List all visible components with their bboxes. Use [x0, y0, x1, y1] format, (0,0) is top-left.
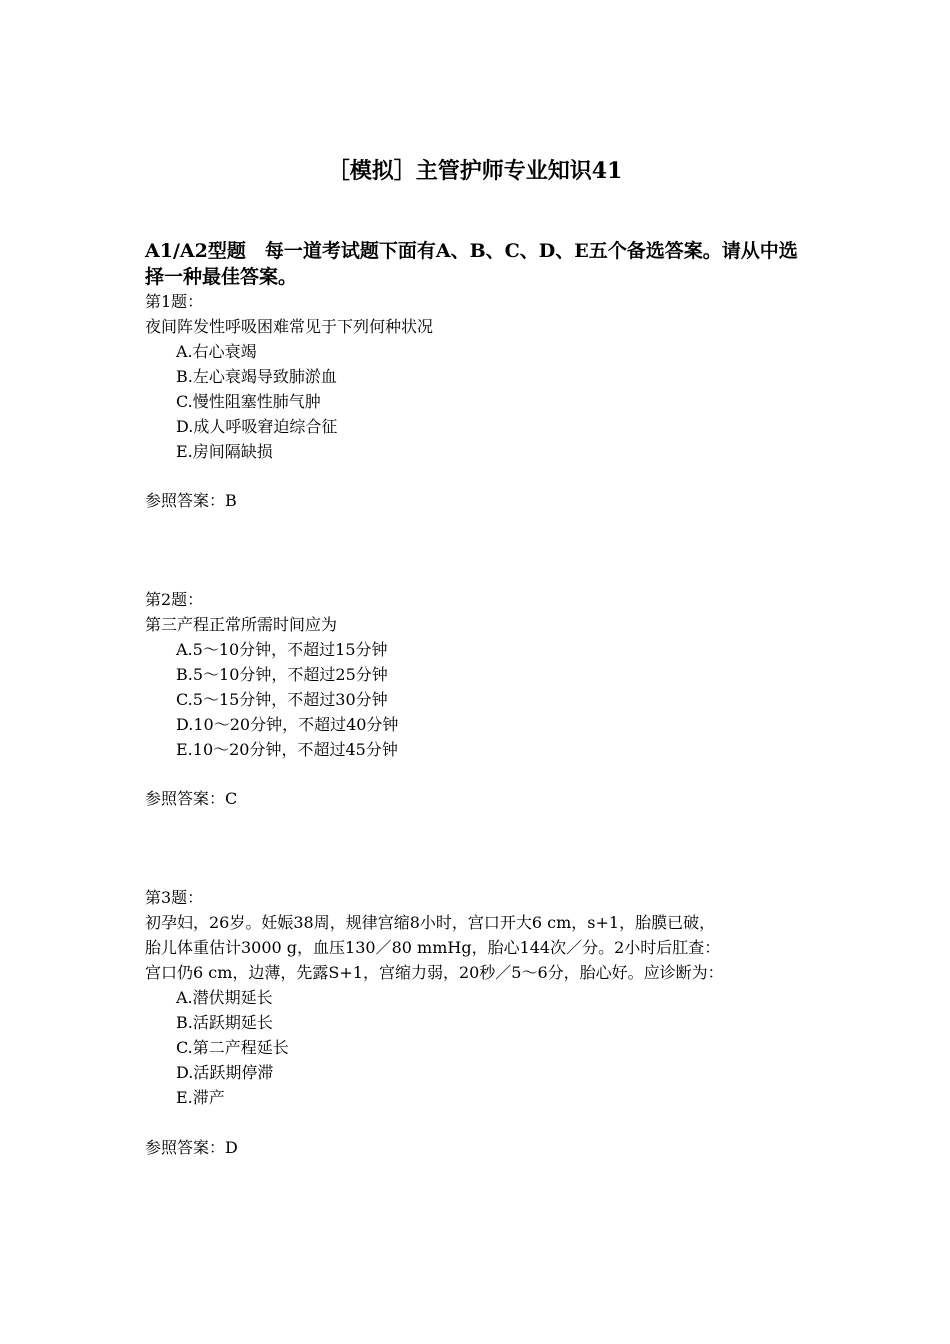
question-2-answer	[145, 787, 237, 811]
question-3-number: 第3题：	[145, 888, 204, 907]
answer-value: B	[225, 491, 237, 510]
question-1-option-b: B.左心衰竭导致肺淤血	[176, 367, 337, 386]
question-3-stem-line-2: 胎儿体重估计3000 g，血压130／80 mmHg，胎心144次／分。2小时后肛查：	[145, 938, 721, 957]
question-1-option-c: C.慢性阻塞性肺气肿	[176, 392, 321, 411]
document-title: ［模拟］主管护师专业知识41	[327, 158, 623, 184]
answer-value: C	[225, 789, 238, 808]
question-2-option-e: E.10～20分钟，不超过45分钟	[176, 740, 398, 759]
question-2-stem: 第三产程正常所需时间应为	[145, 615, 338, 634]
answer-label: 参照答案：	[145, 491, 226, 510]
question-3-option-b: B.活跃期延长	[176, 1013, 273, 1032]
answer-label: 参照答案：	[145, 789, 226, 808]
question-3-stem-line-3: 宫口仍6 cm，边薄，先露S+1，宫缩力弱，20秒／5～6分，胎心好。应诊断为：	[145, 963, 724, 982]
question-3-option-e: E.滞产	[176, 1088, 225, 1107]
question-3-option-d: D.活跃期停滞	[176, 1063, 274, 1082]
question-1-option-e: E.房间隔缺损	[176, 442, 273, 461]
question-3-stem-line-1: 初孕妇，26岁。妊娠38周，规律宫缩8小时，宫口开大6 cm，s+1，胎膜已破，	[145, 913, 716, 932]
question-1-stem: 夜间阵发性呼吸困难常见于下列何种状况	[145, 317, 434, 336]
question-1-option-d: D.成人呼吸窘迫综合征	[176, 417, 338, 436]
question-2-option-a: A.5～10分钟，不超过15分钟	[176, 640, 388, 659]
question-2-option-c: C.5～15分钟，不超过30分钟	[176, 690, 388, 709]
question-1-option-a: A.右心衰竭	[176, 342, 257, 361]
section-heading: A1/A2型题 每一道考试题下面有A、B、C、D、E五个备选答案。请从中选择一种最佳答案。	[145, 240, 798, 288]
question-2-number: 第2题：	[145, 590, 204, 609]
question-2-option-d: D.10～20分钟，不超过40分钟	[176, 715, 399, 734]
answer-value: D	[225, 1138, 238, 1157]
question-1-answer	[145, 489, 237, 513]
question-3-option-c: C.第二产程延长	[176, 1038, 289, 1057]
question-3-option-a: A.潜伏期延长	[176, 988, 273, 1007]
question-3-answer	[145, 1136, 238, 1160]
answer-label: 参照答案：	[145, 1138, 226, 1157]
question-2-option-b: B.5～10分钟，不超过25分钟	[176, 665, 388, 684]
question-1-number: 第1题：	[145, 292, 204, 311]
